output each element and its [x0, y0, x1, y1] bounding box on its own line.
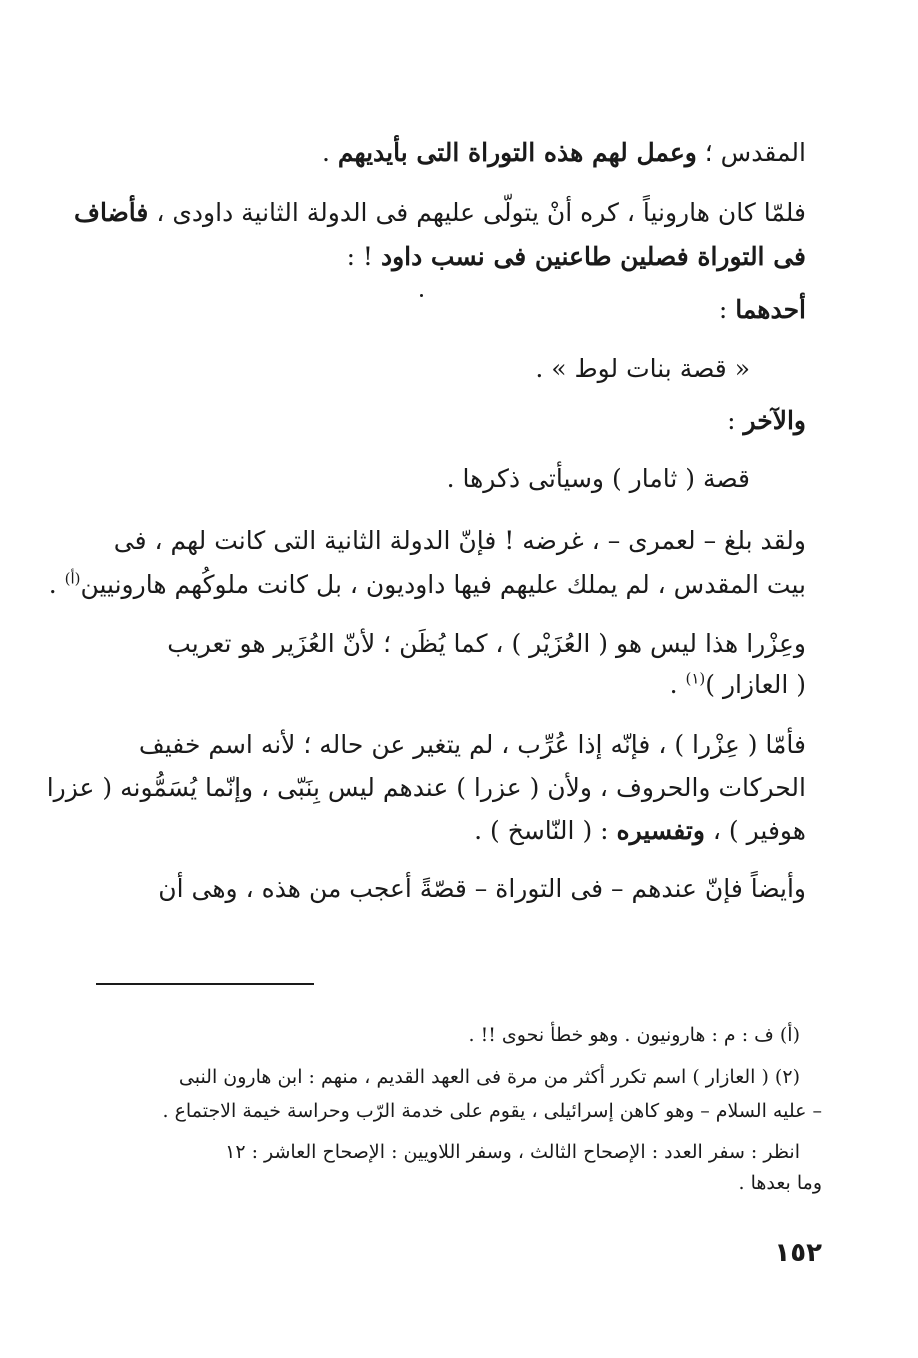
footnote-line: انظر : سفر العدد : الإصحاح الثالث ، وسفر اللاويين : الإصحاح العاشر : ١٢	[225, 1141, 800, 1163]
line-text: ( العازار )	[705, 670, 806, 699]
line-text: هوفير ) ،	[704, 816, 806, 845]
line-text: .	[322, 138, 338, 167]
body-line	[347, 240, 806, 274]
body-line	[447, 462, 750, 496]
line-text: :	[718, 295, 736, 324]
line-text: قصة ( ثامار ) وسيأتى ذكرها .	[446, 464, 750, 493]
body-line	[74, 196, 806, 230]
footnote-marker: (أ)	[64, 569, 81, 588]
line-text: فأمّا ( عِزْرا ) ، فإنّه إذا عُرِّب ، لم يتغير عن حاله ؛ لأنه اسم خفيف	[138, 730, 806, 759]
line-text: .	[48, 570, 65, 599]
footnote-line: (أ) ف : م : هارونيون . وهو خطأ نحوى !! .	[468, 1024, 800, 1046]
line-text: : ( النّاسخ ) .	[474, 816, 617, 845]
line-bold-text: وعمل لهم هذه التوراة التى بأيديهم	[337, 138, 697, 167]
footnote-marker: (١)	[685, 669, 706, 688]
footnote-line: – عليه السلام – وهو كاهن إسرائيلى ، يقوم على خدمة الرّب وحراسة خيمة الاجتماع .	[162, 1100, 822, 1122]
footnote-separator	[96, 983, 314, 985]
line-text: فلمّا كان هارونياً ، كره أنْ يتولّى عليهم فى الدولة الثانية داودى ،	[148, 198, 806, 227]
line-text: :	[727, 406, 744, 435]
line-text: بيت المقدس ، لم يملك عليهم فيها داوديون ، بل كانت ملوكُهم هارونيين	[80, 570, 806, 599]
body-line	[474, 814, 806, 848]
body-line	[167, 627, 806, 661]
footnote-line: (٢) ( العازار ) اسم تكرر أكثر من مرة فى العهد القديم ، منهم : ابن هارون النبى	[178, 1066, 800, 1088]
line-text: ! :	[346, 242, 381, 271]
body-line	[114, 524, 806, 558]
line-text: ولقد بلغ – لعمرى – ، غرضه ! فإنّ الدولة الثانية التى كانت لهم ، فى	[113, 526, 806, 555]
body-line	[535, 352, 750, 386]
body-line	[727, 404, 806, 438]
page-number: ١٥٢	[774, 1238, 822, 1268]
body-line	[322, 136, 806, 170]
line-bold-text: فأضاف	[74, 198, 149, 227]
line-bold-text: أحدهما	[735, 295, 806, 324]
stray-dot	[420, 294, 423, 297]
body-line	[670, 668, 806, 702]
line-bold-text: فى التوراة فصلين طاعنين فى نسب داود	[380, 242, 806, 271]
body-line	[47, 771, 806, 805]
body-line	[49, 568, 806, 602]
body-line	[139, 728, 806, 762]
line-bold-text: وتفسيره	[616, 816, 705, 845]
line-text: « قصة بنات لوط » .	[535, 354, 750, 383]
body-line	[158, 872, 806, 906]
line-text: .	[669, 670, 686, 699]
footnote-line: وما بعدها .	[738, 1172, 822, 1194]
line-text: الحركات والحروف ، ولأن ( عزرا ) عندهم ليس بِنَبّى ، وإنّما يُسَمُّونه ( عزرا	[46, 773, 806, 802]
line-text: وأيضاً فإنّ عندهم – فى التوراة – قصّةً أعجب من هذه ، وهى أن	[158, 874, 806, 903]
line-text: وعِزْرا هذا ليس هو ( العُزَيْر ) ، كما يُظَن ؛ لأنّ العُزَير هو تعريب	[167, 629, 806, 658]
body-line	[719, 293, 806, 327]
line-bold-text: والآخر	[743, 406, 806, 435]
line-text: المقدس ؛	[696, 138, 806, 167]
